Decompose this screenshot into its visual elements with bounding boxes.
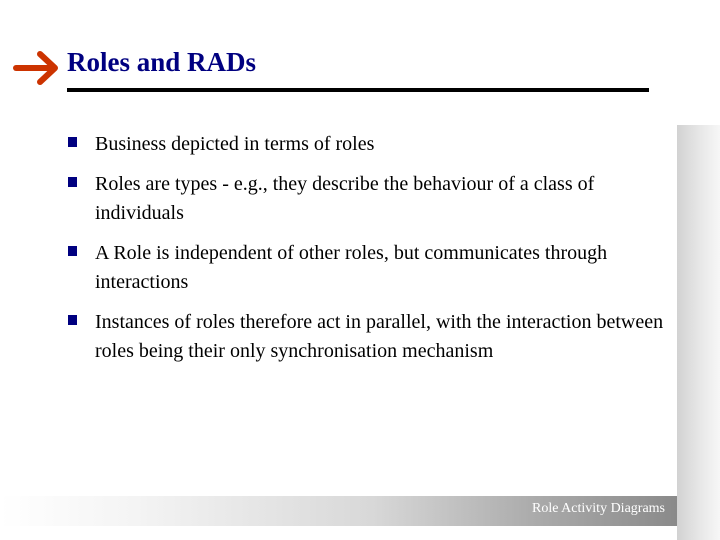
square-bullet-icon: [68, 137, 77, 147]
bullet-item: [68, 239, 668, 297]
footer-text: Role Activity Diagrams: [532, 501, 665, 516]
bullet-text: A Role is independent of other roles, but communicates through interactions: [95, 242, 608, 293]
slide-title: Roles and RADs: [67, 47, 257, 77]
bullet-list: [68, 130, 668, 366]
square-bullet-icon: [68, 177, 77, 187]
bullet-item: [68, 170, 668, 228]
title-underline: [67, 88, 649, 92]
right-shadow-column: [677, 125, 720, 540]
square-bullet-icon: [68, 315, 77, 325]
bullet-text: Business depicted in terms of roles: [95, 133, 375, 155]
square-bullet-icon: [68, 246, 77, 256]
right-arrow-icon: [12, 48, 62, 88]
footer-bar: [0, 496, 677, 526]
bullet-item: [68, 130, 668, 159]
bullet-item: [68, 308, 668, 366]
bullet-text: Roles are types - e.g., they describe the behaviour of a class of individuals: [95, 173, 595, 224]
bullet-text: Instances of roles therefore act in parallel, with the interaction between roles being their only synchronisation mechanism: [95, 311, 664, 362]
